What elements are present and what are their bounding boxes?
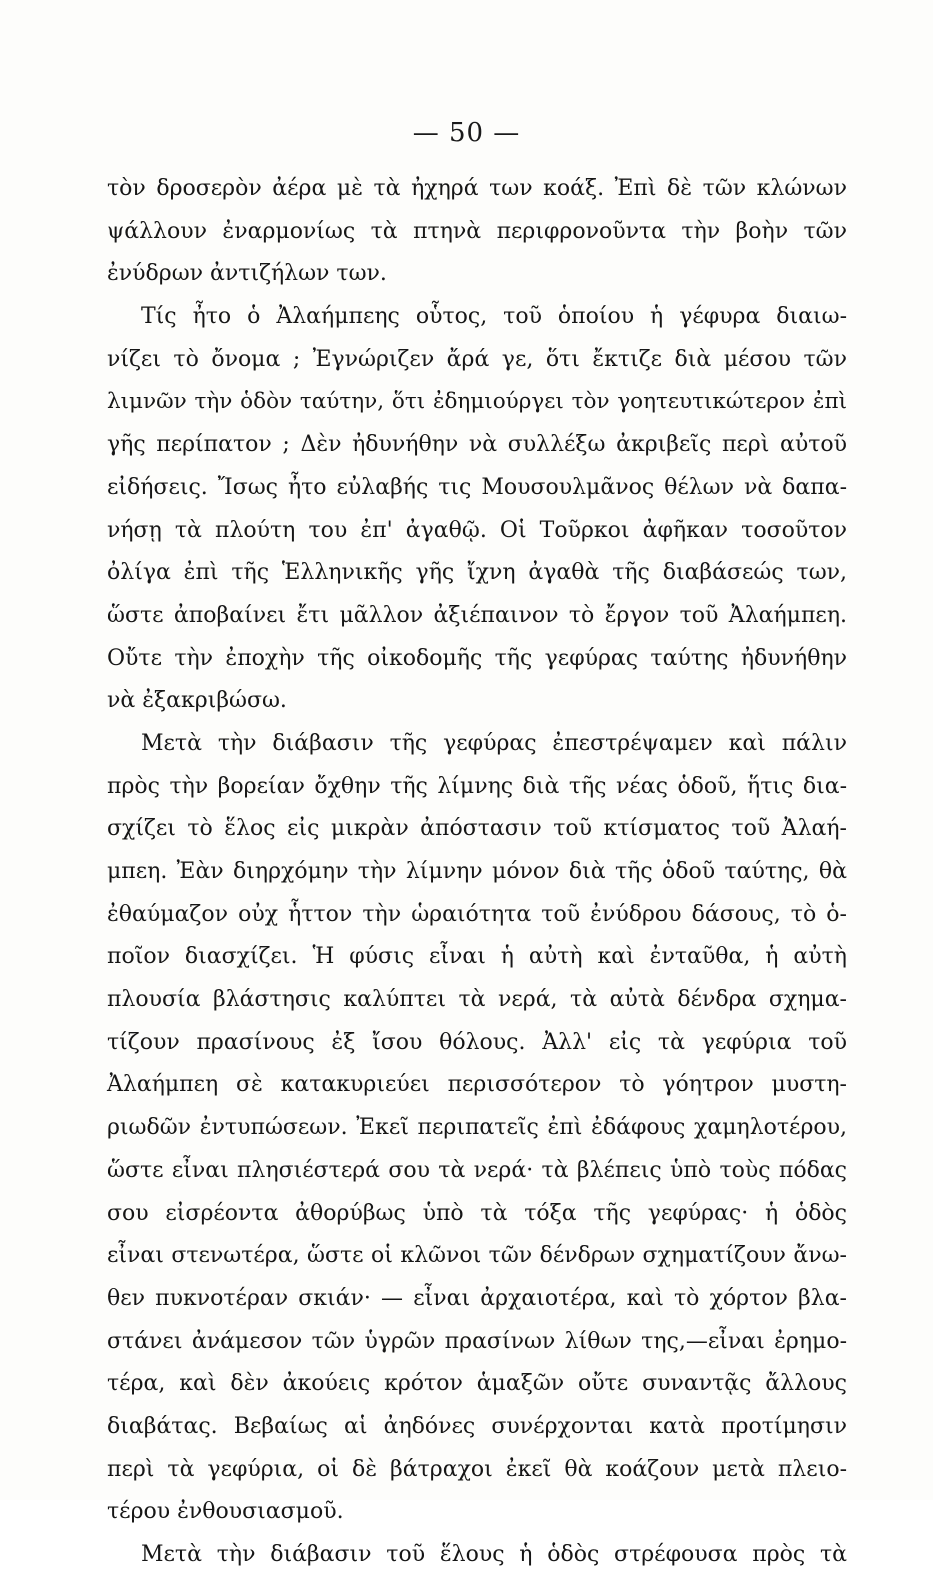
text-line: Ἀλαήμπεη σὲ κατακυριεύει περισσότερον τὸ γόητρον μυστη- xyxy=(107,1072,847,1098)
text-line: τὸν δροσερὸν ἀέρα μὲ τὰ ἠχηρά των κοάξ. Ἐπὶ δὲ τῶν κλώνων xyxy=(107,176,847,201)
text-line: σου εἰσρέοντα ἀθορύβως ὑπὸ τὰ τόξα τῆς γεφύρας· ἡ ὁδὸς xyxy=(107,1200,847,1226)
text-line: σχίζει τὸ ἕλος εἰς μικρὰν ἀπόστασιν τοῦ κτίσματος τοῦ Ἀλαή- xyxy=(107,816,847,842)
paragraph-start-line: Τίς ἦτο ὁ Ἀλαήμπεης οὗτος, τοῦ ὁποίου ἡ γέφυρα διαιω- xyxy=(141,304,847,330)
text-line: ἐνύδρων ἀντιζήλων των. xyxy=(107,261,387,287)
text-line: εἰδήσεις. Ἴσως ἦτο εὐλαβής τις Μουσουλμᾶνος θέλων νὰ δαπα- xyxy=(107,474,847,500)
text-line: λιμνῶν τὴν ὁδὸν ταύτην, ὅτι ἐδημιούργει τὸν γοητευτικώτερον ἐπὶ xyxy=(107,389,847,415)
text-line: στάνει ἀνάμεσον τῶν ὑγρῶν πρασίνων λίθων της,—εἶναι ἐρημο- xyxy=(107,1328,847,1354)
text-line: ὥστε εἶναι πλησιέστερά σου τὰ νερά· τὰ βλέπεις ὑπὸ τοὺς πόδας xyxy=(107,1157,847,1183)
text-line: θεν πυκνοτέραν σκιάν· — εἶναι ἀρχαιοτέρα, καὶ τὸ χόρτον βλα- xyxy=(107,1285,847,1311)
body-text xyxy=(107,168,847,1577)
text-line: εἶναι στενωτέρα, ὥστε οἱ κλῶνοι τῶν δένδρων σχηματίζουν ἄνω- xyxy=(107,1243,847,1269)
text-line: τίζουν πρασίνους ἐξ ἴσου θόλους. Ἀλλ' εἰς τὰ γεφύρια τοῦ xyxy=(107,1029,847,1055)
paragraph-start-line: Μετὰ τὴν διάβασιν τῆς γεφύρας ἐπεστρέψαμεν καὶ πάλιν xyxy=(141,730,847,756)
text-line: διαβάτας. Βεβαίως αἱ ἀηδόνες συνέρχονται κατὰ προτίμησιν xyxy=(107,1413,847,1439)
text-line: νὰ ἐξακριβώσω. xyxy=(107,688,287,714)
text-line: ριωδῶν ἐντυπώσεων. Ἐκεῖ περιπατεῖς ἐπὶ ἐδάφους χαμηλοτέρου, xyxy=(107,1115,847,1141)
text-line: Οὔτε τὴν ἐποχὴν τῆς οἰκοδομῆς τῆς γεφύρας ταύτης ἠδυνήθην xyxy=(107,645,847,671)
text-line: πλουσία βλάστησις καλύπτει τὰ νερά, τὰ αὐτὰ δένδρα σχημα- xyxy=(107,987,847,1013)
text-line: νίζει τὸ ὄνομα ; Ἐγνώριζεν ἄρά γε, ὅτι ἔκτιζε διὰ μέσου τῶν xyxy=(107,346,847,372)
text-line: τέρα, καὶ δὲν ἀκούεις κρότον ἁμαξῶν οὔτε συναντᾷς ἄλλους xyxy=(107,1371,847,1397)
text-line: μπεη. Ἐὰν διηρχόμην τὴν λίμνην μόνον διὰ τῆς ὁδοῦ ταύτης, θὰ xyxy=(107,859,847,884)
text-line: νήσῃ τὰ πλούτη του ἐπ' ἀγαθῷ. Οἱ Τοῦρκοι ἀφῆκαν τοσοῦτον xyxy=(107,517,847,543)
text-line: ψάλλουν ἐναρμονίως τὰ πτηνὰ περιφρονοῦντα τὴν βοὴν τῶν xyxy=(107,218,847,244)
text-line: ὀλίγα ἐπὶ τῆς Ἑλληνικῆς γῆς ἴχνη ἀγαθὰ τῆς διαβάσεώς των, xyxy=(107,560,847,586)
paragraph-start-line: Μετὰ τὴν διάβασιν τοῦ ἕλους ἡ ὁδὸς στρέφουσα πρὸς τὰ xyxy=(141,1542,847,1567)
text-line: ποῖον διασχίζει. Ἡ φύσις εἶναι ἡ αὐτὴ καὶ ἐνταῦθα, ἡ αὐτὴ xyxy=(107,944,847,970)
text-line: γῆς περίπατον ; Δὲν ἠδυνήθην νὰ συλλέξω ἀκριβεῖς περὶ αὐτοῦ xyxy=(107,432,847,458)
text-line: ὥστε ἀποβαίνει ἔτι μᾶλλον ἀξιέπαινον τὸ ἔργον τοῦ Ἀλαήμπεη. xyxy=(107,602,847,628)
text-line: πρὸς τὴν βορείαν ὄχθην τῆς λίμνης διὰ τῆς νέας ὁδοῦ, ἥτις δια- xyxy=(107,773,847,799)
text-line: περὶ τὰ γεφύρια, οἱ δὲ βάτραχοι ἐκεῖ θὰ κοάζουν μετὰ πλειο- xyxy=(107,1456,847,1482)
text-line: τέρου ἐνθουσιασμοῦ. xyxy=(107,1499,344,1525)
text-line: ἐθαύμαζον οὐχ ἧττον τὴν ὡραιότητα τοῦ ἐνύδρου δάσους, τὸ ὁ- xyxy=(107,901,847,927)
page-number: — 50 — xyxy=(412,118,521,148)
